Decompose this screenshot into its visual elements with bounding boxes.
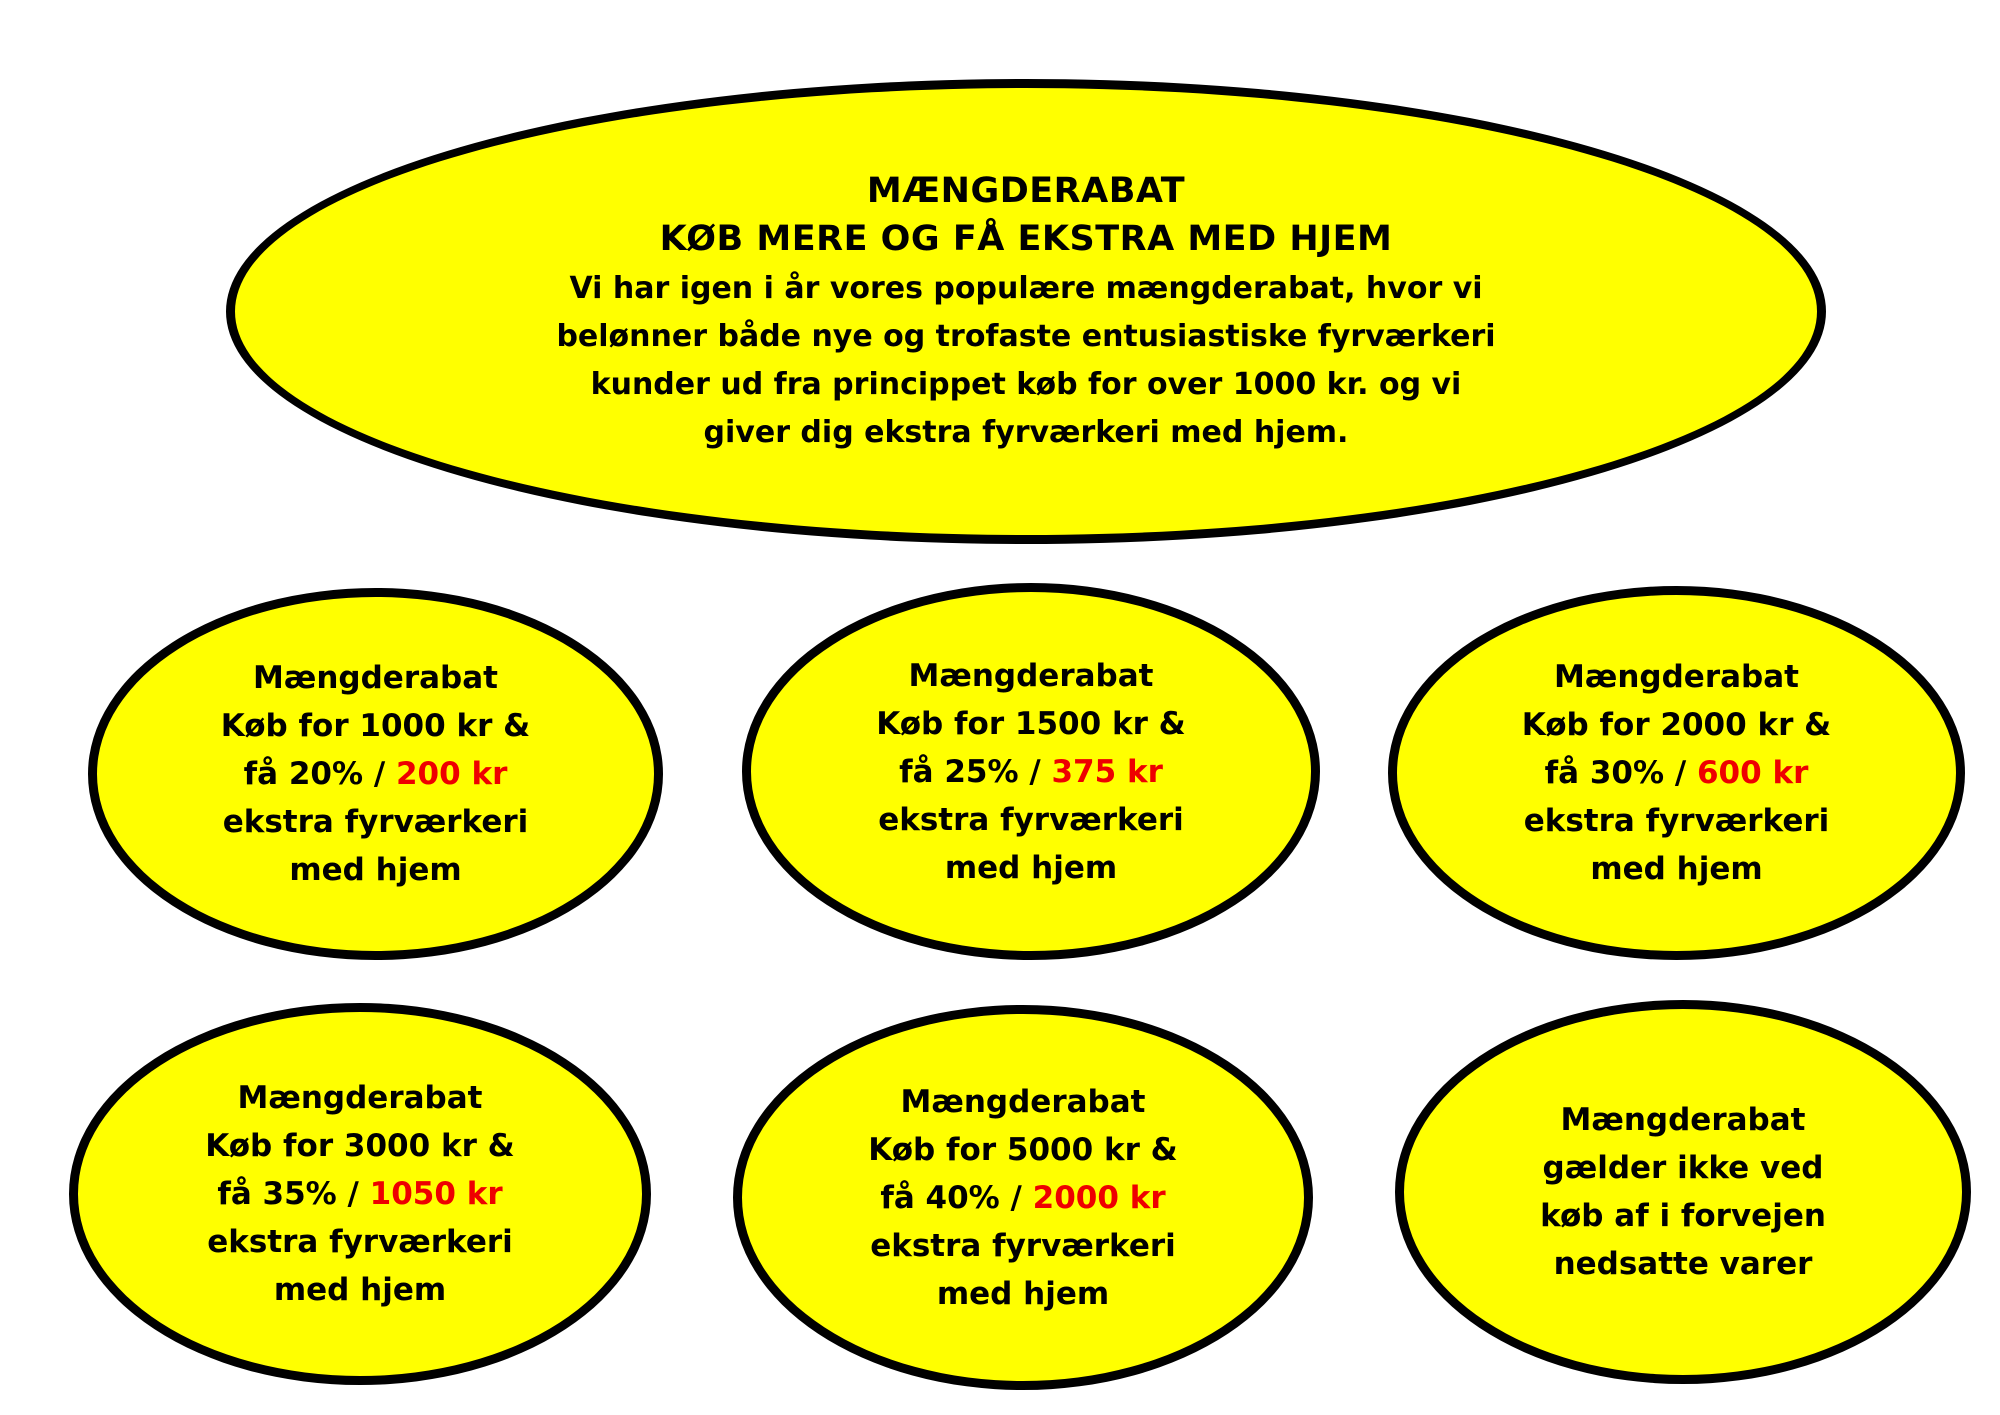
tier-percent: få 25% /: [899, 753, 1052, 790]
tier-buy-amount: Køb for 2000 kr &: [1521, 707, 1832, 743]
tier-ellipse-3000: [69, 1003, 651, 1385]
tier-percent: få 20% /: [243, 756, 396, 792]
tier-percent-line: [205, 1170, 514, 1218]
description-line: giver dig ekstra fyrværkeri med hjem.: [703, 414, 1349, 450]
tier-ellipse-1500: [742, 583, 1320, 960]
description-line: kunder ud fra princippet køb for over 1000 kr. og vi: [590, 366, 1462, 402]
tier-text: [205, 1074, 514, 1314]
tier-home: med hjem: [936, 1275, 1110, 1312]
tier-extra: ekstra fyrværkeri: [878, 801, 1184, 838]
tier-extra: ekstra fyrværkeri: [222, 804, 529, 840]
tier-home: med hjem: [944, 849, 1118, 886]
tier-buy-amount: Køb for 1000 kr &: [220, 708, 531, 744]
header-description: [526, 265, 1526, 457]
tier-home: med hjem: [289, 852, 462, 888]
tier-percent: få 40% /: [880, 1179, 1033, 1216]
note-line: Mængderabat: [1560, 1102, 1806, 1138]
tier-text: [868, 1078, 1177, 1318]
tier-bonus-amount: 1050 kr: [369, 1176, 503, 1212]
header-text: [526, 167, 1526, 457]
tier-home: med hjem: [273, 1272, 447, 1308]
note-ellipse: [1395, 1000, 1971, 1384]
tier-text: [221, 654, 530, 894]
tier-title: Mængderabat: [237, 1080, 483, 1116]
tier-title: Mængderabat: [1554, 659, 1799, 695]
tier-buy-amount: Køb for 3000 kr &: [205, 1128, 515, 1164]
note-line: køb af i forvejen: [1540, 1198, 1826, 1234]
tier-buy-amount: Køb for 1500 kr &: [876, 705, 1186, 742]
tier-ellipse-1000: [88, 588, 663, 960]
tier-percent-line: [876, 748, 1185, 796]
description-line: belønner både nye og trofaste entusiastiske fyrværkeri: [556, 318, 1496, 354]
tier-bonus-amount: 2000 kr: [1032, 1179, 1166, 1216]
note-text: [1540, 1096, 1826, 1288]
note-line: gælder ikke ved: [1542, 1150, 1824, 1186]
tier-text: [1522, 653, 1831, 893]
description-line: Vi har igen i år vores populære mængderabat, hvor vi: [569, 270, 1483, 306]
tier-percent-line: [221, 750, 530, 798]
tier-home: med hjem: [1590, 851, 1763, 887]
tier-bonus-amount: 600 kr: [1696, 755, 1809, 791]
tier-title: Mængderabat: [900, 1083, 1146, 1120]
header-ellipse: [226, 79, 1826, 544]
tier-ellipse-5000: [733, 1005, 1313, 1390]
tier-percent-line: [1522, 749, 1831, 797]
note-line: nedsatte varer: [1553, 1246, 1813, 1282]
tier-title: Mængderabat: [908, 657, 1154, 694]
tier-extra: ekstra fyrværkeri: [1523, 803, 1830, 839]
tier-title: Mængderabat: [253, 660, 498, 696]
tier-text: [876, 652, 1185, 892]
tier-bonus-amount: 200 kr: [395, 756, 508, 792]
tier-percent: få 35% /: [217, 1176, 370, 1212]
tier-extra: ekstra fyrværkeri: [207, 1224, 513, 1260]
tier-extra: ekstra fyrværkeri: [870, 1227, 1176, 1264]
tier-buy-amount: Køb for 5000 kr &: [868, 1131, 1178, 1168]
page-subtitle: KØB MERE OG FÅ EKSTRA MED HJEM: [659, 218, 1393, 259]
tier-bonus-amount: 375 kr: [1051, 753, 1163, 790]
page-title: MÆNGDERABAT: [866, 170, 1186, 211]
tier-percent-line: [868, 1174, 1177, 1222]
tier-percent: få 30% /: [1544, 755, 1697, 791]
tier-ellipse-2000: [1388, 586, 1965, 960]
